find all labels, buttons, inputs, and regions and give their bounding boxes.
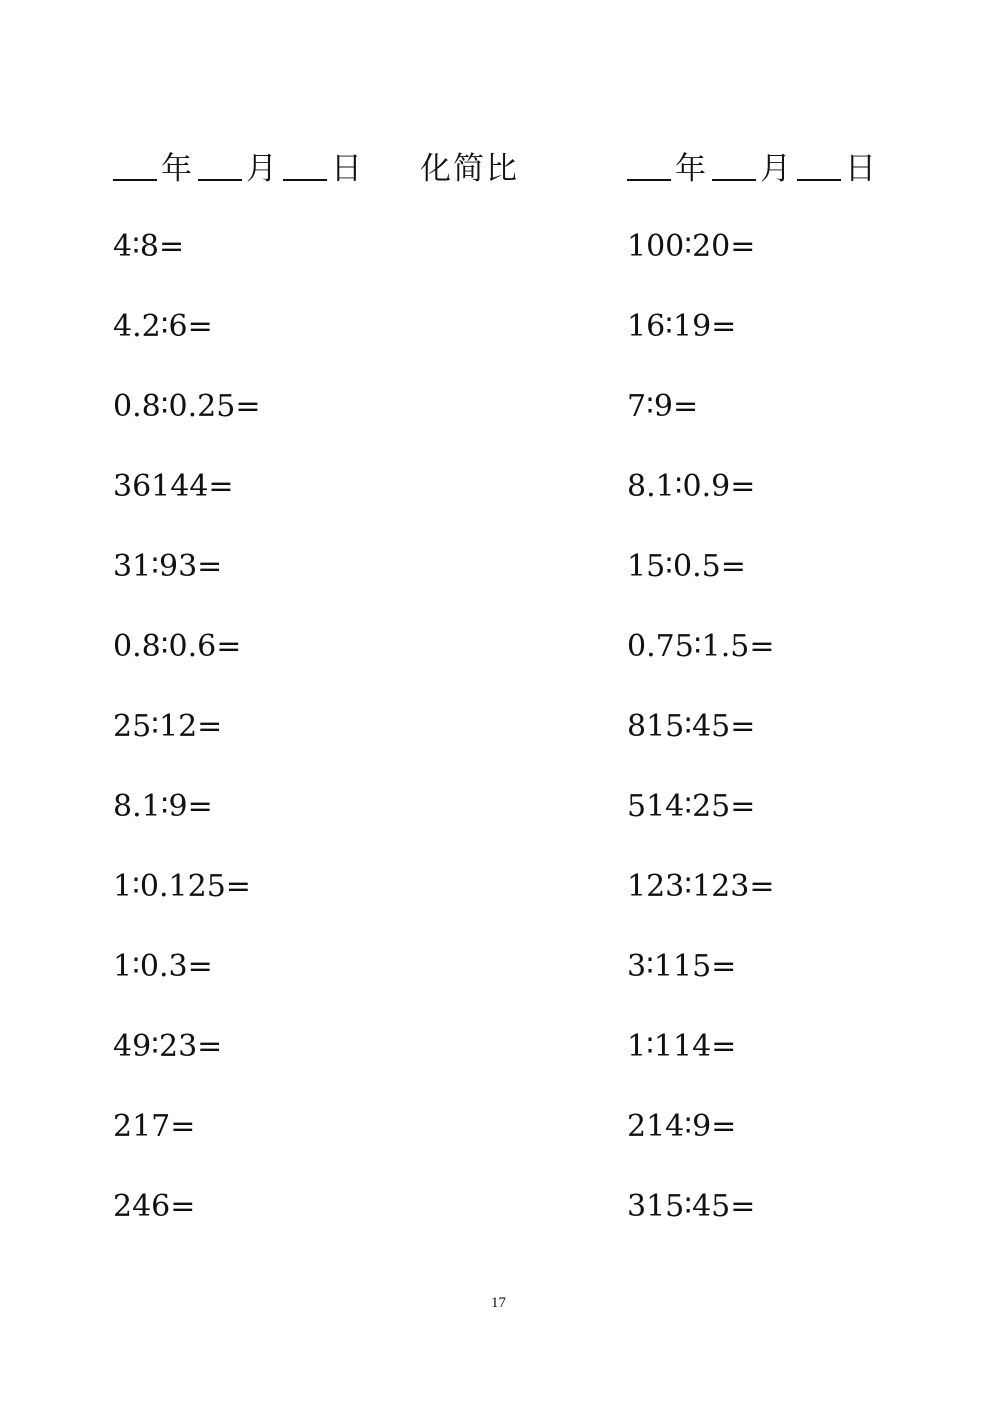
- problem-item: 8.1∶9=: [113, 789, 213, 824]
- problem-item: 214∶9=: [627, 1109, 737, 1144]
- month-label: 月: [760, 150, 793, 187]
- problem-item: 15∶0.5=: [627, 549, 746, 584]
- day-label: 日: [845, 150, 878, 187]
- problem-item: 217=: [113, 1109, 196, 1144]
- header-right: [627, 140, 882, 190]
- problem-item: 0.75∶1.5=: [627, 629, 775, 664]
- problem-item: 246=: [113, 1189, 196, 1224]
- problem-item: 25∶12=: [113, 709, 223, 744]
- problem-item: 36144=: [113, 469, 234, 504]
- problem-item: 123∶123=: [627, 869, 775, 904]
- worksheet-title: 化简比: [420, 150, 519, 187]
- problem-item: 8.1∶0.9=: [627, 469, 756, 504]
- day-label: 日: [331, 150, 364, 187]
- problem-item: 0.8∶0.6=: [113, 629, 242, 664]
- page-number: 17: [491, 1295, 506, 1311]
- header-left: [113, 140, 519, 190]
- year-blank: [113, 149, 157, 181]
- year-label: 年: [675, 150, 708, 187]
- day-blank: [797, 149, 841, 181]
- problem-item: 4.2∶6=: [113, 309, 213, 344]
- year-blank: [627, 149, 671, 181]
- day-blank: [283, 149, 327, 181]
- year-label: 年: [161, 150, 194, 187]
- month-label: 月: [246, 150, 279, 187]
- problem-item: 1∶0.3=: [113, 949, 213, 984]
- problem-item: 49∶23=: [113, 1029, 223, 1064]
- problem-item: 1∶0.125=: [113, 869, 251, 904]
- right-problem-column: [627, 220, 987, 1260]
- problem-item: 0.8∶0.25=: [113, 389, 261, 424]
- problem-item: 4∶8=: [113, 229, 185, 264]
- problem-item: 16∶19=: [627, 309, 737, 344]
- problem-item: 815∶45=: [627, 709, 756, 744]
- left-problem-column: [113, 220, 473, 1260]
- problem-item: 31∶93=: [113, 549, 223, 584]
- month-blank: [712, 149, 756, 181]
- month-blank: [198, 149, 242, 181]
- problem-item: 514∶25=: [627, 789, 756, 824]
- problem-item: 1∶114=: [627, 1029, 737, 1064]
- problem-item: 7∶9=: [627, 389, 699, 424]
- problem-item: 100∶20=: [627, 229, 756, 264]
- problem-item: 315∶45=: [627, 1189, 756, 1224]
- problem-item: 3∶115=: [627, 949, 737, 984]
